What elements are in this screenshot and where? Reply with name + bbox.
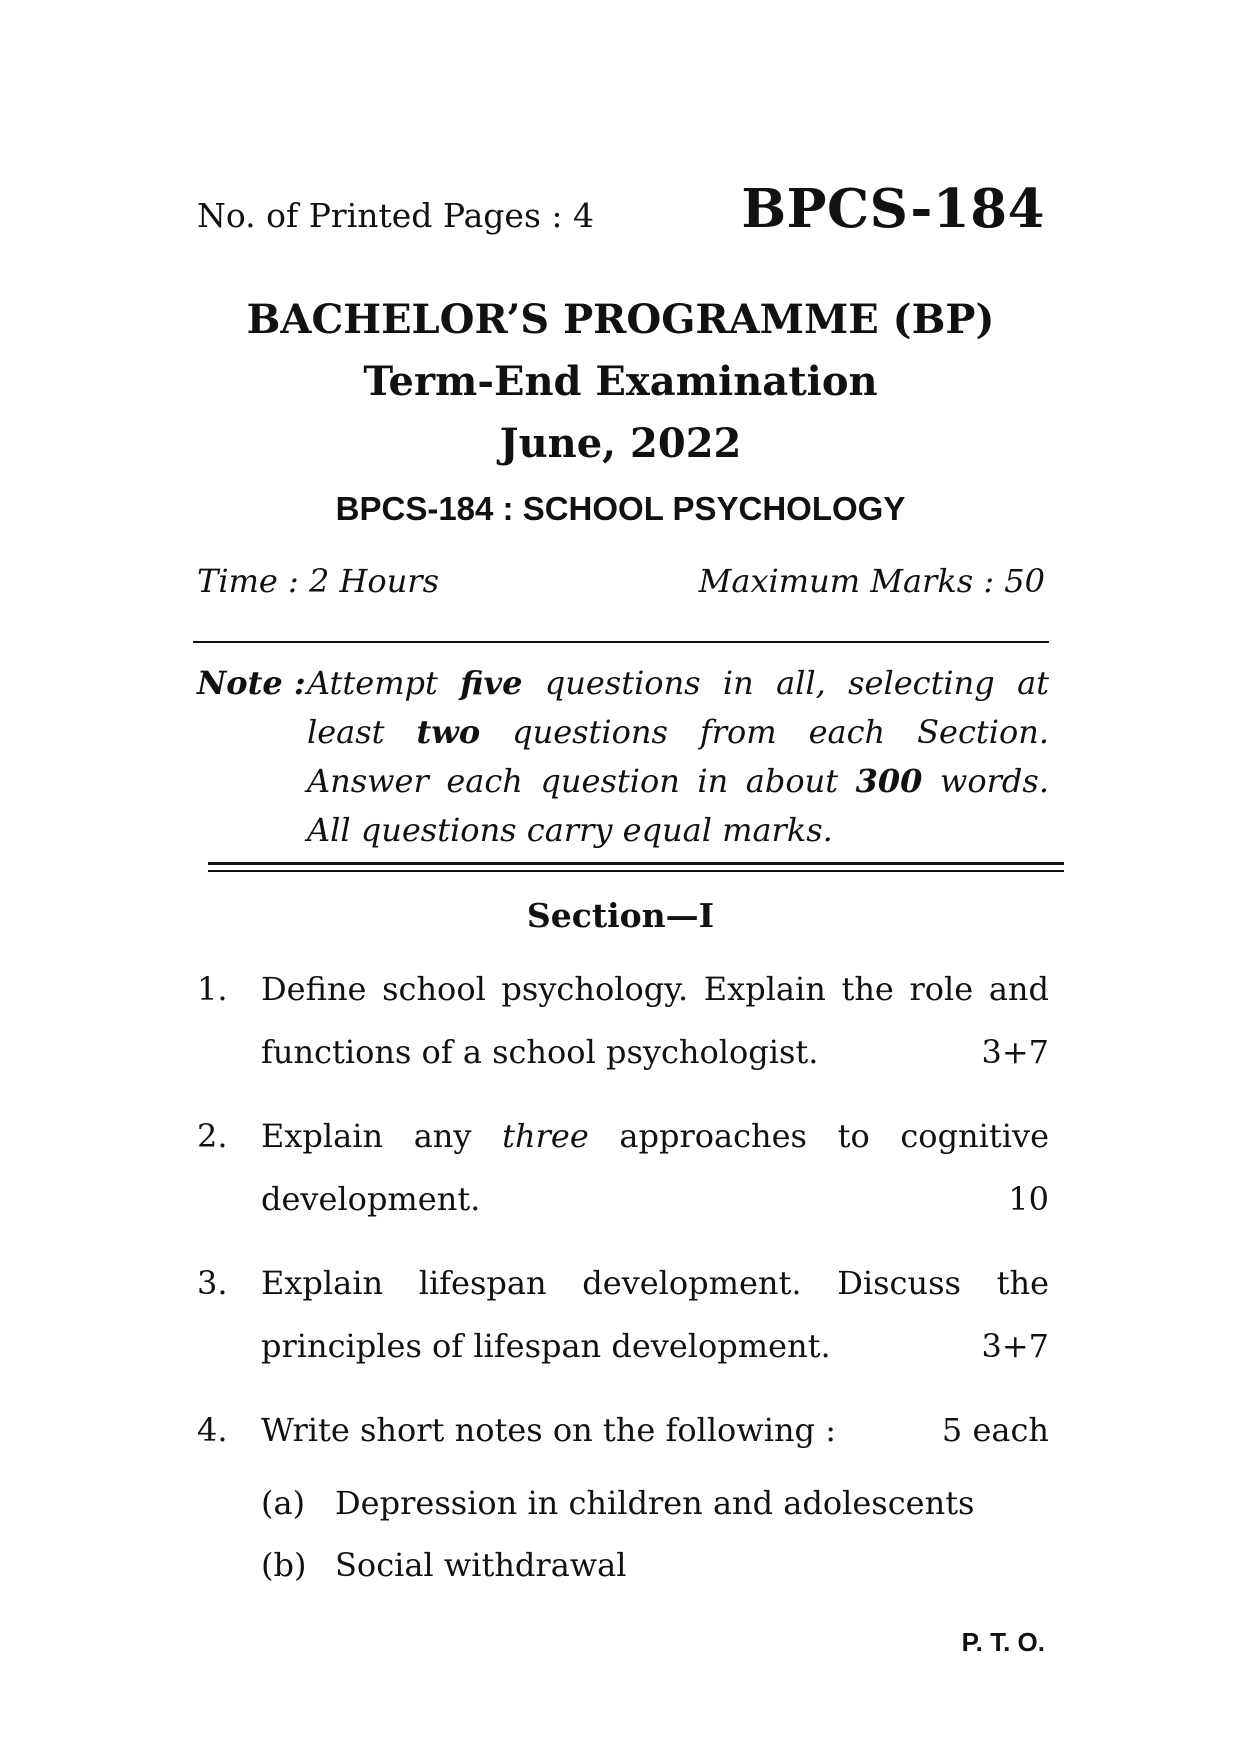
note-emphasis: 300 [855, 762, 923, 800]
sub-question-text: Social withdrawal [335, 1546, 627, 1584]
question-marks: 10 [1008, 1180, 1049, 1218]
question-text: functions of a school psychologist. [261, 1033, 819, 1071]
note-emphasis: two [416, 713, 481, 751]
divider [193, 641, 1049, 643]
question-marks: 3+7 [981, 1033, 1049, 1071]
note-text-part: Attempt [307, 664, 461, 702]
question-text: Write short notes on the following : [261, 1411, 836, 1449]
question-text: development. [261, 1180, 481, 1218]
note-label: Note : [197, 664, 306, 702]
sub-question-label: (a) [261, 1484, 306, 1522]
question-number: 2. [197, 1117, 228, 1155]
question-text: principles of lifespan development. [261, 1327, 831, 1365]
double-divider-bottom [208, 870, 1064, 872]
question-text-part: Explain any [261, 1117, 503, 1155]
note-text-part: questions in all, selecting at least [307, 664, 1050, 751]
sub-question-text: Depression in children and adolescents [335, 1484, 975, 1522]
exam-title: Term-End Examination [363, 358, 878, 405]
note-emphasis: five [460, 664, 523, 702]
section-heading: Section—I [526, 896, 715, 935]
question-emphasis: three [502, 1117, 589, 1155]
question-text: Explain lifespan development. Discuss the [261, 1264, 1049, 1302]
printed-pages-count: No. of Printed Pages : 4 [197, 196, 594, 235]
exam-date: June, 2022 [499, 420, 742, 467]
sub-question-label: (b) [261, 1546, 307, 1584]
question-marks: 5 each [941, 1411, 1049, 1449]
question-number: 4. [197, 1411, 228, 1449]
programme-title: BACHELOR’S PROGRAMME (BP) [246, 296, 995, 343]
double-divider-top [208, 862, 1064, 865]
time-allowed: Time : 2 Hours [197, 562, 440, 600]
course-title: BPCS-184 : SCHOOL PSYCHOLOGY [335, 490, 906, 527]
question-text: Define school psychology. Explain the role and [261, 970, 1049, 1008]
question-number: 3. [197, 1264, 228, 1302]
note-text [307, 659, 1049, 855]
note-text-part: questions from each Section. Answer each question in about [307, 713, 1050, 800]
course-code: BPCS-184 [741, 178, 1045, 240]
question-marks: 3+7 [981, 1327, 1049, 1365]
question-text-part: approaches to cognitive [588, 1117, 1050, 1155]
question-number: 1. [197, 970, 228, 1008]
note-text-part: words. All questions carry equal marks. [307, 762, 1050, 849]
question-text [261, 1105, 1049, 1168]
please-turn-over: P. T. O. [961, 1627, 1045, 1657]
maximum-marks: Maximum Marks : 50 [698, 562, 1045, 600]
